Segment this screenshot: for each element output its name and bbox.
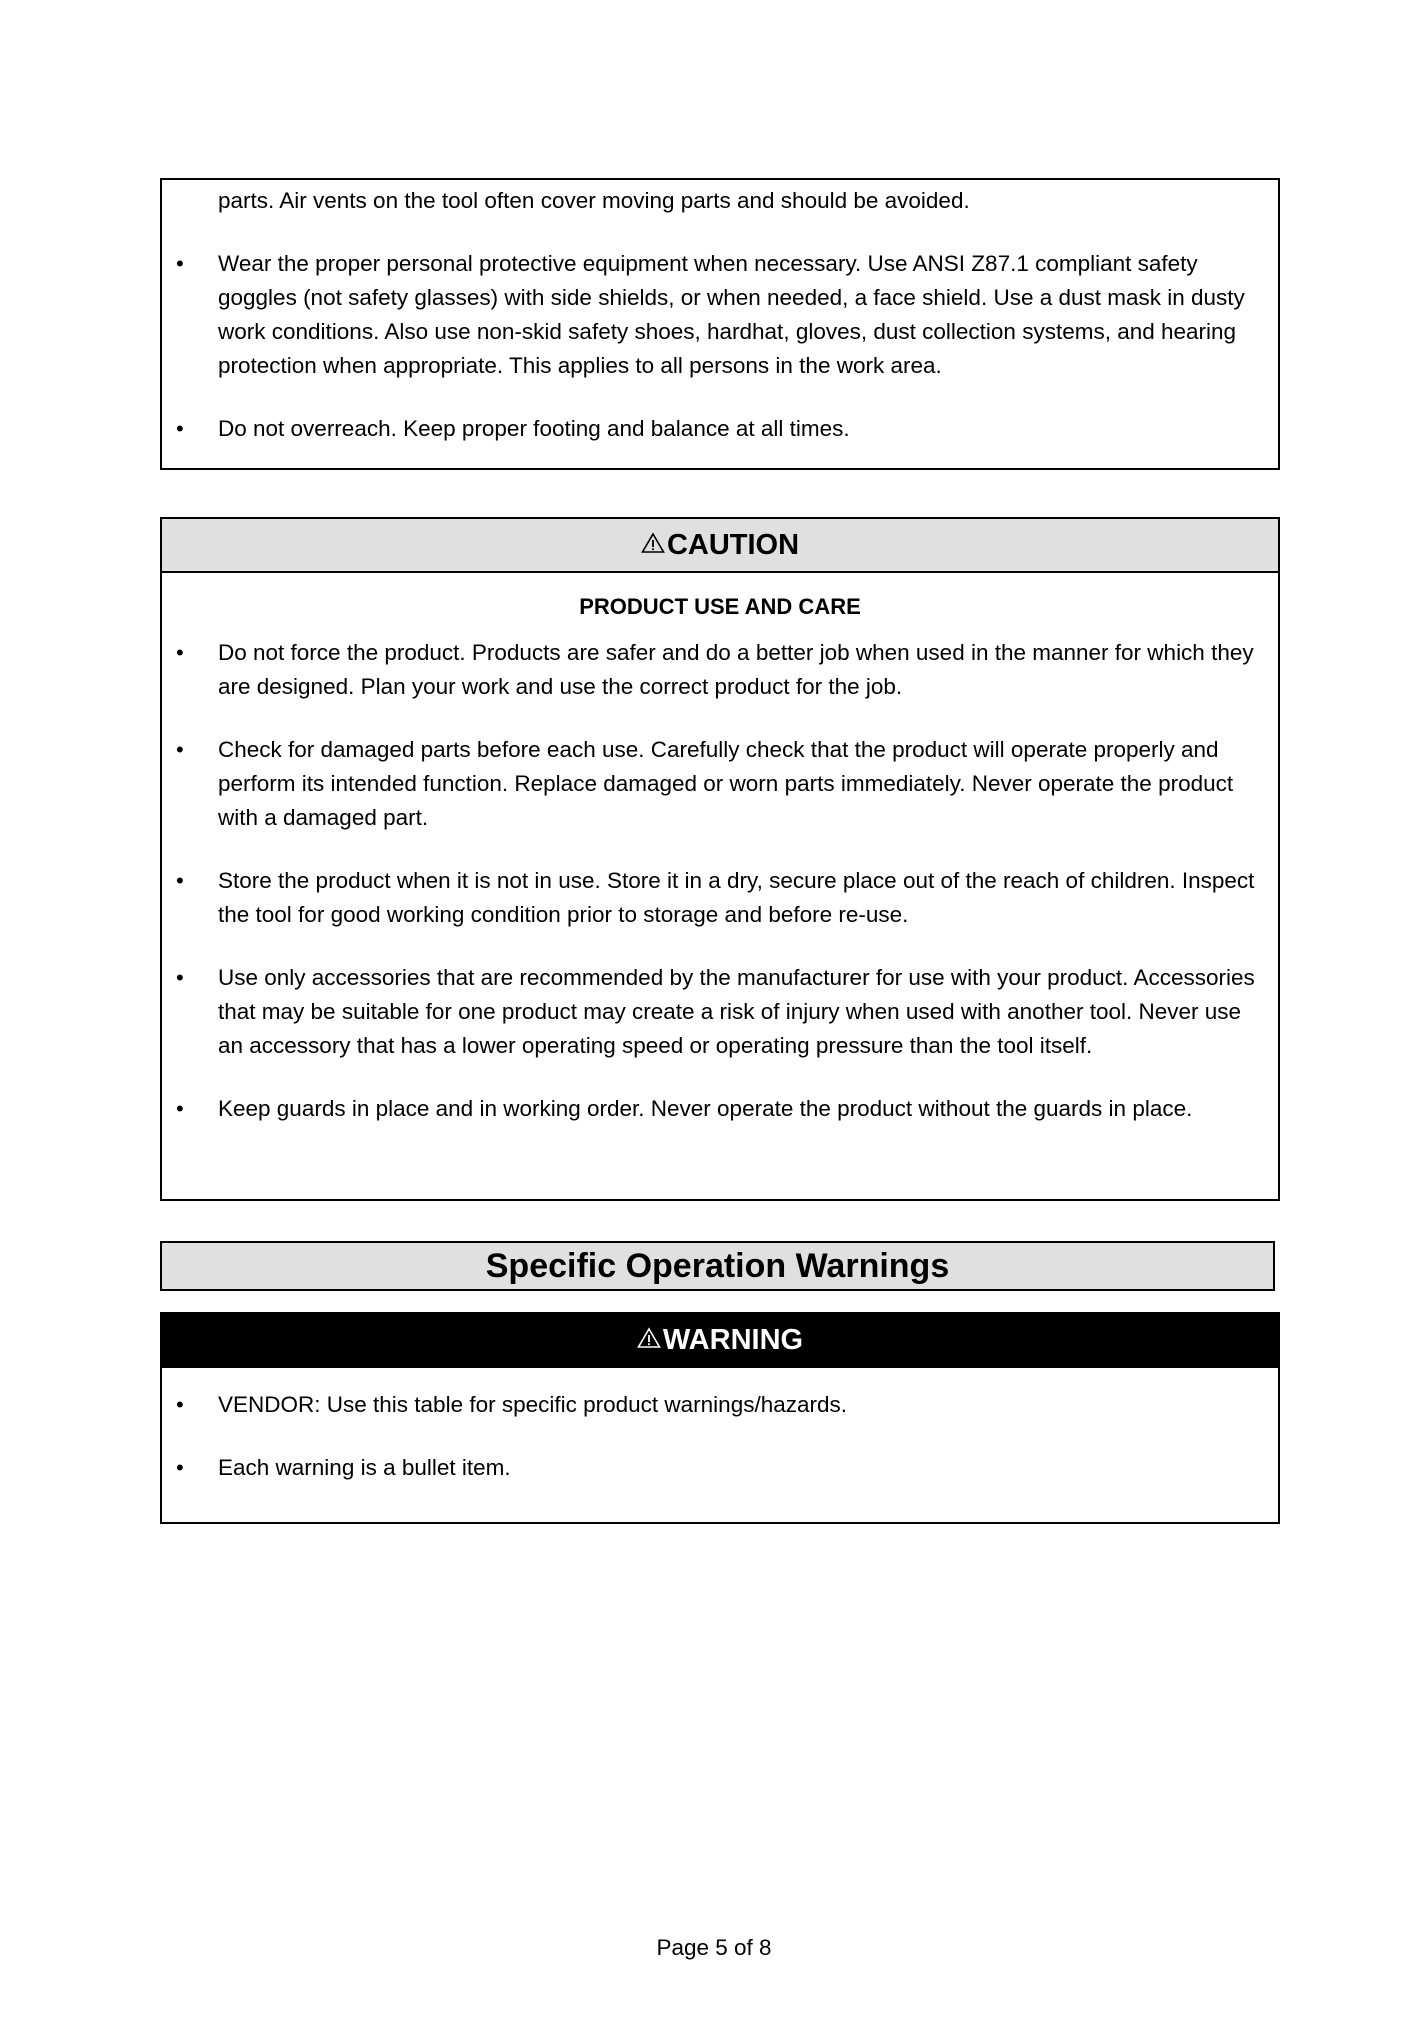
warning-box: [160, 1312, 1280, 1524]
warning-triangle-icon: [641, 529, 665, 562]
bullet-icon: •: [176, 251, 184, 276]
continued-text: parts. Air vents on the tool often cover moving parts and should be avoided.: [218, 188, 970, 213]
list-item: [162, 636, 1278, 704]
caution-header: [162, 519, 1278, 573]
list-item: [162, 1451, 1278, 1485]
list-item-text: VENDOR: Use this table for specific product warnings/hazards.: [218, 1392, 848, 1417]
warning-header-label: WARNING: [662, 1323, 804, 1356]
list-item-text: Wear the proper personal protective equipment when necessary. Use ANSI Z87.1 compliant safety goggles (not safety glasses) with side shields, or when needed, a face shield. Use a dust mask in dusty work conditions. Also use non-skid safety shoes, hardhat, gloves, dust collection systems, and hearing protection when appropriate. This applies to all persons in the work area.: [218, 251, 1245, 378]
list-item-text: Check for damaged parts before each use. Carefully check that the product will operate properly and perform its intended function. Replace damaged or worn parts immediately. Never operate the product with a damaged part.: [218, 737, 1234, 830]
caution-bullet-list: [162, 636, 1278, 1126]
bullet-icon: •: [176, 868, 184, 893]
caution-box: [160, 517, 1280, 1201]
list-item-text: Store the product when it is not in use. Store it in a dry, secure place out of the reach of children. Inspect the tool for good working condition prior to storage and before re-use.: [218, 868, 1255, 927]
section-title-banner: Specific Operation Warnings: [160, 1241, 1275, 1291]
warning-header: [162, 1314, 1278, 1368]
warning-bullet-list: [162, 1388, 1278, 1485]
page-number: Page 5 of 8: [656, 1935, 772, 1960]
continued-bullet-list: [162, 247, 1278, 446]
bullet-icon: •: [176, 737, 184, 762]
list-item: [162, 1388, 1278, 1422]
list-item-text: Keep guards in place and in working order. Never operate the product without the guards in place.: [218, 1096, 1193, 1121]
bullet-icon: •: [176, 965, 184, 990]
caution-header-label: CAUTION: [666, 528, 800, 561]
list-item-text: Use only accessories that are recommended by the manufacturer for use with your product. Accessories that may be suitable for one product may create a risk of injury when used with another tool. Never use an accessory that has a lower operating speed or operating pressure than the tool itself.: [218, 965, 1255, 1058]
bullet-icon: •: [176, 1392, 184, 1417]
bullet-icon: •: [176, 640, 184, 665]
list-item-text: Do not overreach. Keep proper footing and balance at all times.: [218, 416, 850, 441]
bullet-icon: •: [176, 1455, 184, 1480]
warning-triangle-icon: [637, 1324, 661, 1357]
continued-safety-box: [160, 178, 1280, 470]
bullet-icon: •: [176, 416, 184, 441]
list-item: [162, 733, 1278, 835]
list-item: [162, 961, 1278, 1063]
list-item: [162, 1092, 1278, 1126]
list-item: [162, 247, 1278, 383]
list-item-text: Each warning is a bullet item.: [218, 1455, 511, 1480]
list-item: [162, 412, 1278, 446]
list-item-text: Do not force the product. Products are safer and do a better job when used in the manner for which they are designed. Plan your work and use the correct product for the job.: [218, 640, 1254, 699]
caution-subheading: PRODUCT USE AND CARE: [579, 594, 861, 619]
bullet-icon: •: [176, 1096, 184, 1121]
list-item: [162, 864, 1278, 932]
